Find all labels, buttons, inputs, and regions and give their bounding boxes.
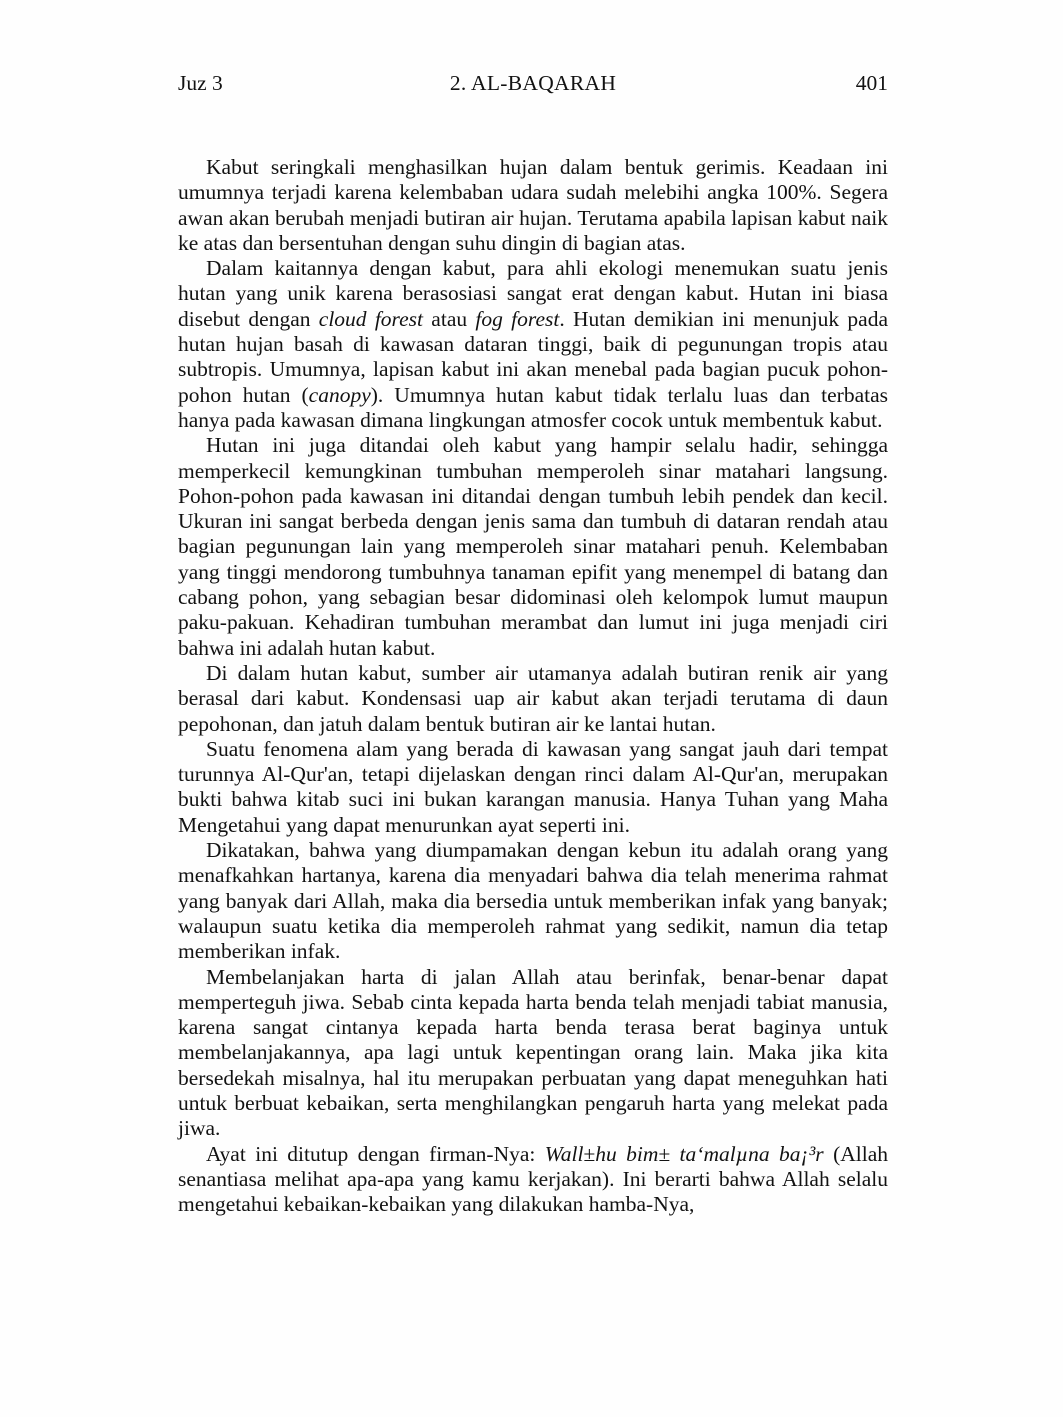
text-run: Dalam kaitannya dengan kabut, para ahli ekologi menemukan suatu jenis hutan yang unik karena berasosiasi sangat erat dengan kabut. Hutan ini biasa disebut dengan [178, 256, 888, 331]
header-surah-title: 2. AL-BAQARAH [449, 71, 617, 95]
header-juz-label: Juz 3 [178, 71, 223, 95]
text-run: (Allah senantiasa melihat apa-apa yang kamu kerjakan). Ini berarti bahwa Allah selalu mengetahui kebaikan-kebaikan yang dilakukan hamba-Nya, [178, 1141, 888, 1217]
text-run: Kabut seringkali menghasilkan hujan dalam bentuk gerimis. Keadaan ini umumnya terjadi karena kelembaban udara sudah melebihi angka 100%. Segera awan akan berubah menjadi butiran air hujan. Terutama apabila lapisan kabut naik ke atas dan bersentuhan dengan suhu dingin di bagian atas. [178, 155, 888, 255]
text-run: Ayat ini ditutup dengan firman-Nya: [206, 1141, 545, 1166]
paragraph [178, 155, 888, 256]
paragraph [178, 1142, 888, 1218]
text-run: . Hutan demikian ini menunjuk pada hutan hujan basah di kawasan dataran tinggi, baik di pegunungan tropis atau subtropis. Umumnya, lapisan kabut ini akan menebal pada bagian pucuk pohon-pohon hutan ( [178, 306, 888, 407]
text-run: Dikatakan, bahwa yang diumpamakan dengan kebun itu adalah orang yang menafkahkan hartanya, karena dia menyadari bahwa dia telah menerima rahmat yang banyak dari Allah, maka dia bersedia untuk memberikan infak yang banyak; walaupun suatu ketika dia memperoleh rahmat yang sedikit, namun dia tetap memberikan infak. [178, 838, 888, 964]
text-body [178, 155, 888, 1217]
header-page-number: 401 [855, 71, 889, 95]
paragraph [178, 838, 888, 964]
paragraph [178, 433, 888, 661]
running-header [178, 71, 888, 96]
text-run: atau [423, 306, 476, 331]
paragraph [178, 737, 888, 838]
paragraph [178, 661, 888, 737]
italic-run: cloud forest [318, 306, 424, 331]
paragraph [178, 965, 888, 1142]
paragraph [178, 256, 888, 433]
text-run: Suatu fenomena alam yang berada di kawasan yang sangat jauh dari tempat turunnya Al-Qur'an, tetapi dijelaskan dengan rinci dalam Al-Qur'an, merupakan bukti bahwa kitab suci ini bukan karangan manusia. Hanya Tuhan yang Maha Mengetahui yang dapat menurunkan ayat seperti ini. [178, 736, 888, 837]
text-run: Hutan ini juga ditandai oleh kabut yang hampir selalu hadir, sehingga memperkecil kemungkinan tumbuhan memperoleh sinar matahari langsung. Pohon-pohon pada kawasan ini ditandai dengan tumbuh lebih pendek dan kecil. Ukuran ini sangat berbeda dengan jenis sama dan tumbuh di dataran rendah atau bagian pegunungan lain yang memperoleh sinar matahari penuh. Kelembaban yang tinggi mendorong tumbuhnya tanaman epifit yang menempel di batang dan cabang pohon, yang sebagian besar didominasi oleh kelompok lumut maupun paku-pakuan. Kehadiran tumbuhan merambat dan lumut ini juga menjadi ciri bahwa ini adalah hutan kabut. [178, 433, 888, 660]
text-run: Membelanjakan harta di jalan Allah atau berinfak, benar-benar dapat memperteguh jiwa. Sebab cinta kepada harta benda telah menjadi tabiat manusia, karena sangat cintanya kepada harta benda terasa berat baginya untuk membelanjakannya, apa lagi untuk kepentingan orang lain. Maka jika kita bersedekah misalnya, hal itu merupakan perbuatan yang dapat meneguhkan hati untuk berbuat kebaikan, serta menghilangkan pengaruh harta yang melekat pada jiwa. [178, 964, 888, 1141]
italic-run: Wall±hu bim± ta‘malµna ba¡³r [544, 1141, 824, 1166]
text-run: Di dalam hutan kabut, sumber air utamanya adalah butiran renik air yang berasal dari kabut. Kondensasi uap air kabut akan terjadi terutama di daun pepohonan, dan jatuh dalam bentuk butiran air ke lantai hutan. [178, 660, 888, 736]
italic-run: fog forest [475, 306, 560, 331]
italic-run: canopy [308, 382, 371, 407]
text-run: ). Umumnya hutan kabut tidak terlalu luas dan terbatas hanya pada kawasan dimana lingkungan atmosfer cocok untuk membentuk kabut. [178, 382, 888, 432]
